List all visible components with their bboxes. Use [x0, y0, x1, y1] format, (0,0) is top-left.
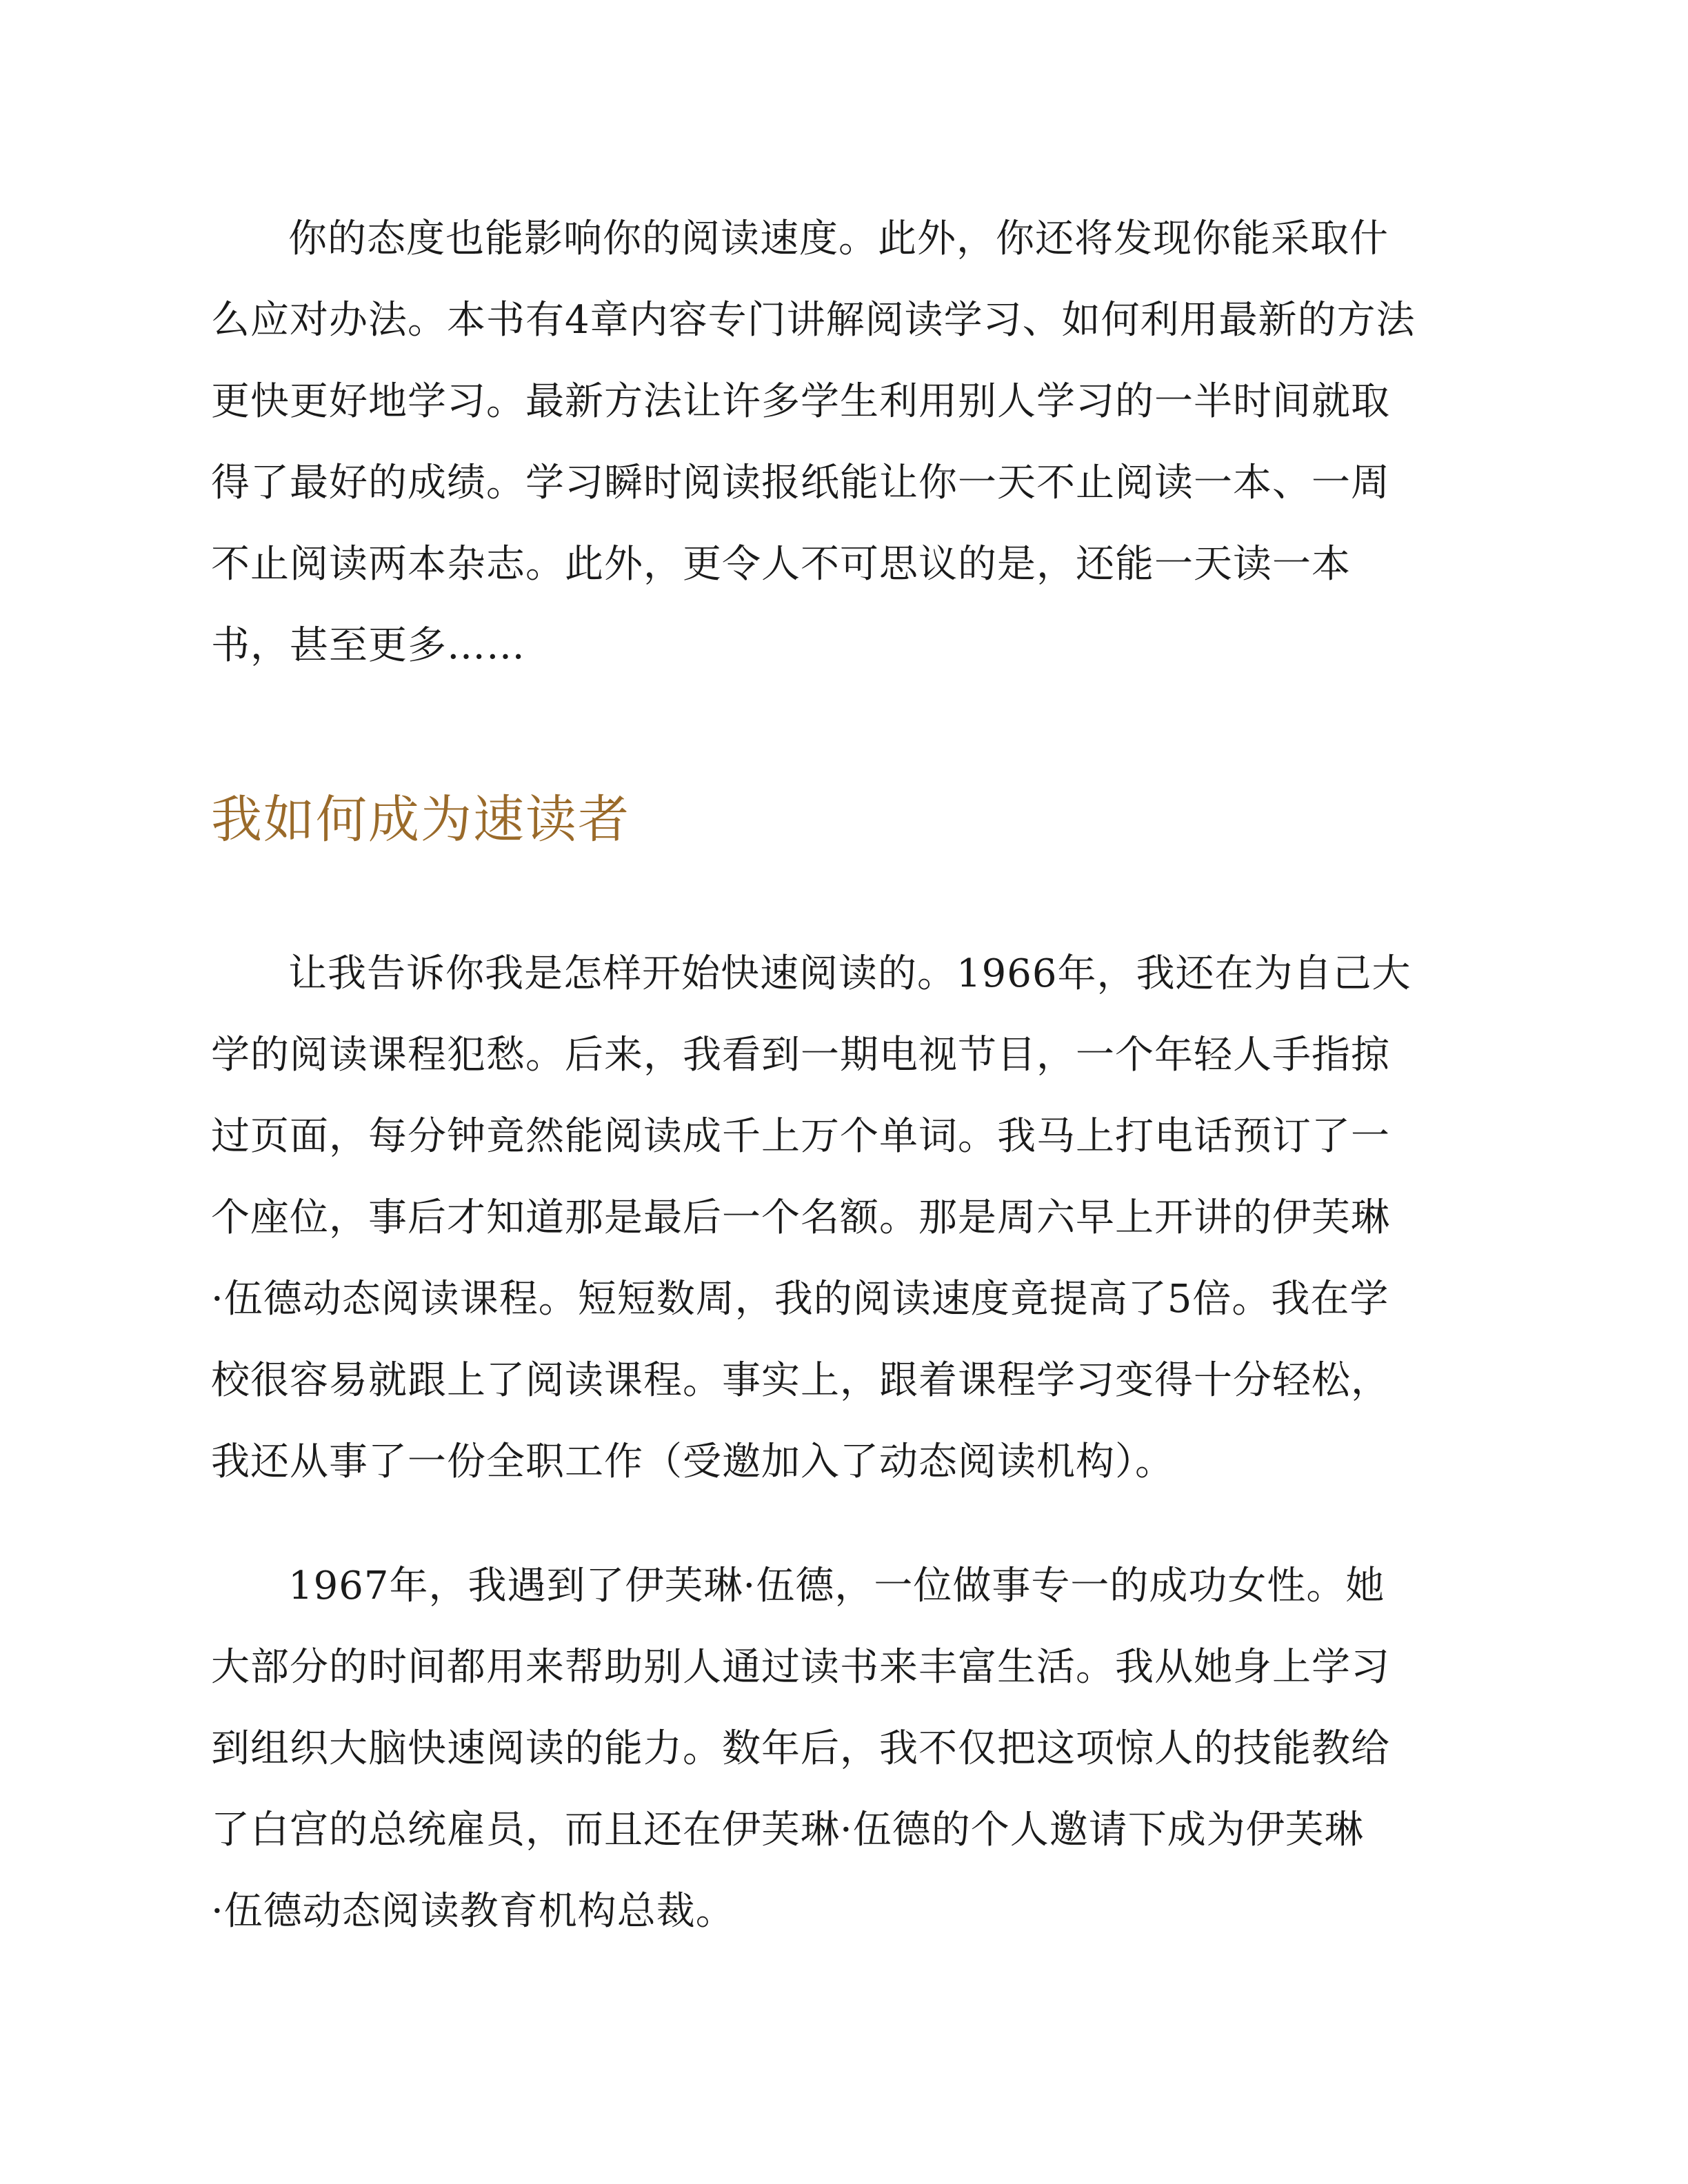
- text-line: 过页面，每分钟竟然能阅读成千上万个单词。我马上打电话预订了一: [211, 1114, 1390, 1159]
- section-heading: 我如何成为速读者: [211, 790, 630, 849]
- text-line: 到组织大脑快速阅读的能力。数年后，我不仅把这项惊人的技能教给: [211, 1726, 1390, 1771]
- text-line: 大部分的时间都用来帮助别人通过读书来丰富生活。我从她身上学习: [211, 1645, 1390, 1690]
- text-line: 让我告诉你我是怎样开始快速阅读的。1966年，我还在为自己大: [288, 951, 1411, 996]
- text-line: 校很容易就跟上了阅读课程。事实上，跟着课程学习变得十分轻松，: [211, 1358, 1390, 1403]
- text-line: 我还从事了一份全职工作（受邀加入了动态阅读机构）。: [211, 1439, 1174, 1484]
- paragraph-evelyn-wood: [211, 1546, 1480, 1952]
- text-line: ·伍德动态阅读课程。短短数周，我的阅读速度竟提高了5倍。我在学: [211, 1277, 1389, 1322]
- paragraph-how-i-started: [211, 933, 1480, 1503]
- text-line: 1967年，我遇到了伊芙琳·伍德，一位做事专一的成功女性。她: [288, 1564, 1385, 1608]
- text-line: 了白宫的总统雇员，而且还在伊芙琳·伍德的个人邀请下成为伊芙琳: [211, 1808, 1364, 1852]
- text-line: 么应对办法。本书有4章内容专门讲解阅读学习、如何利用最新的方法: [211, 298, 1416, 343]
- text-line: 不止阅读两本杂志。此外，更令人不可思议的是，还能一天读一本: [211, 542, 1351, 587]
- text-line: 更快更好地学习。最新方法让许多学生利用别人学习的一半时间就取: [211, 379, 1390, 424]
- text-line: 你的态度也能影响你的阅读速度。此外，你还将发现你能采取什: [288, 216, 1389, 261]
- text-line: 学的阅读课程犯愁。后来，我看到一期电视节目，一个年轻人手指掠: [211, 1033, 1390, 1078]
- text-line: ·伍德动态阅读教育机构总裁。: [211, 1889, 735, 1934]
- text-line: 个座位，事后才知道那是最后一个名额。那是周六早上开讲的伊芙琳: [211, 1195, 1390, 1240]
- text-line: 书，甚至更多……: [211, 623, 525, 668]
- text-line: 得了最好的成绩。学习瞬时阅读报纸能让你一天不止阅读一本、一周: [211, 461, 1390, 505]
- paragraph-attitude: [211, 199, 1480, 687]
